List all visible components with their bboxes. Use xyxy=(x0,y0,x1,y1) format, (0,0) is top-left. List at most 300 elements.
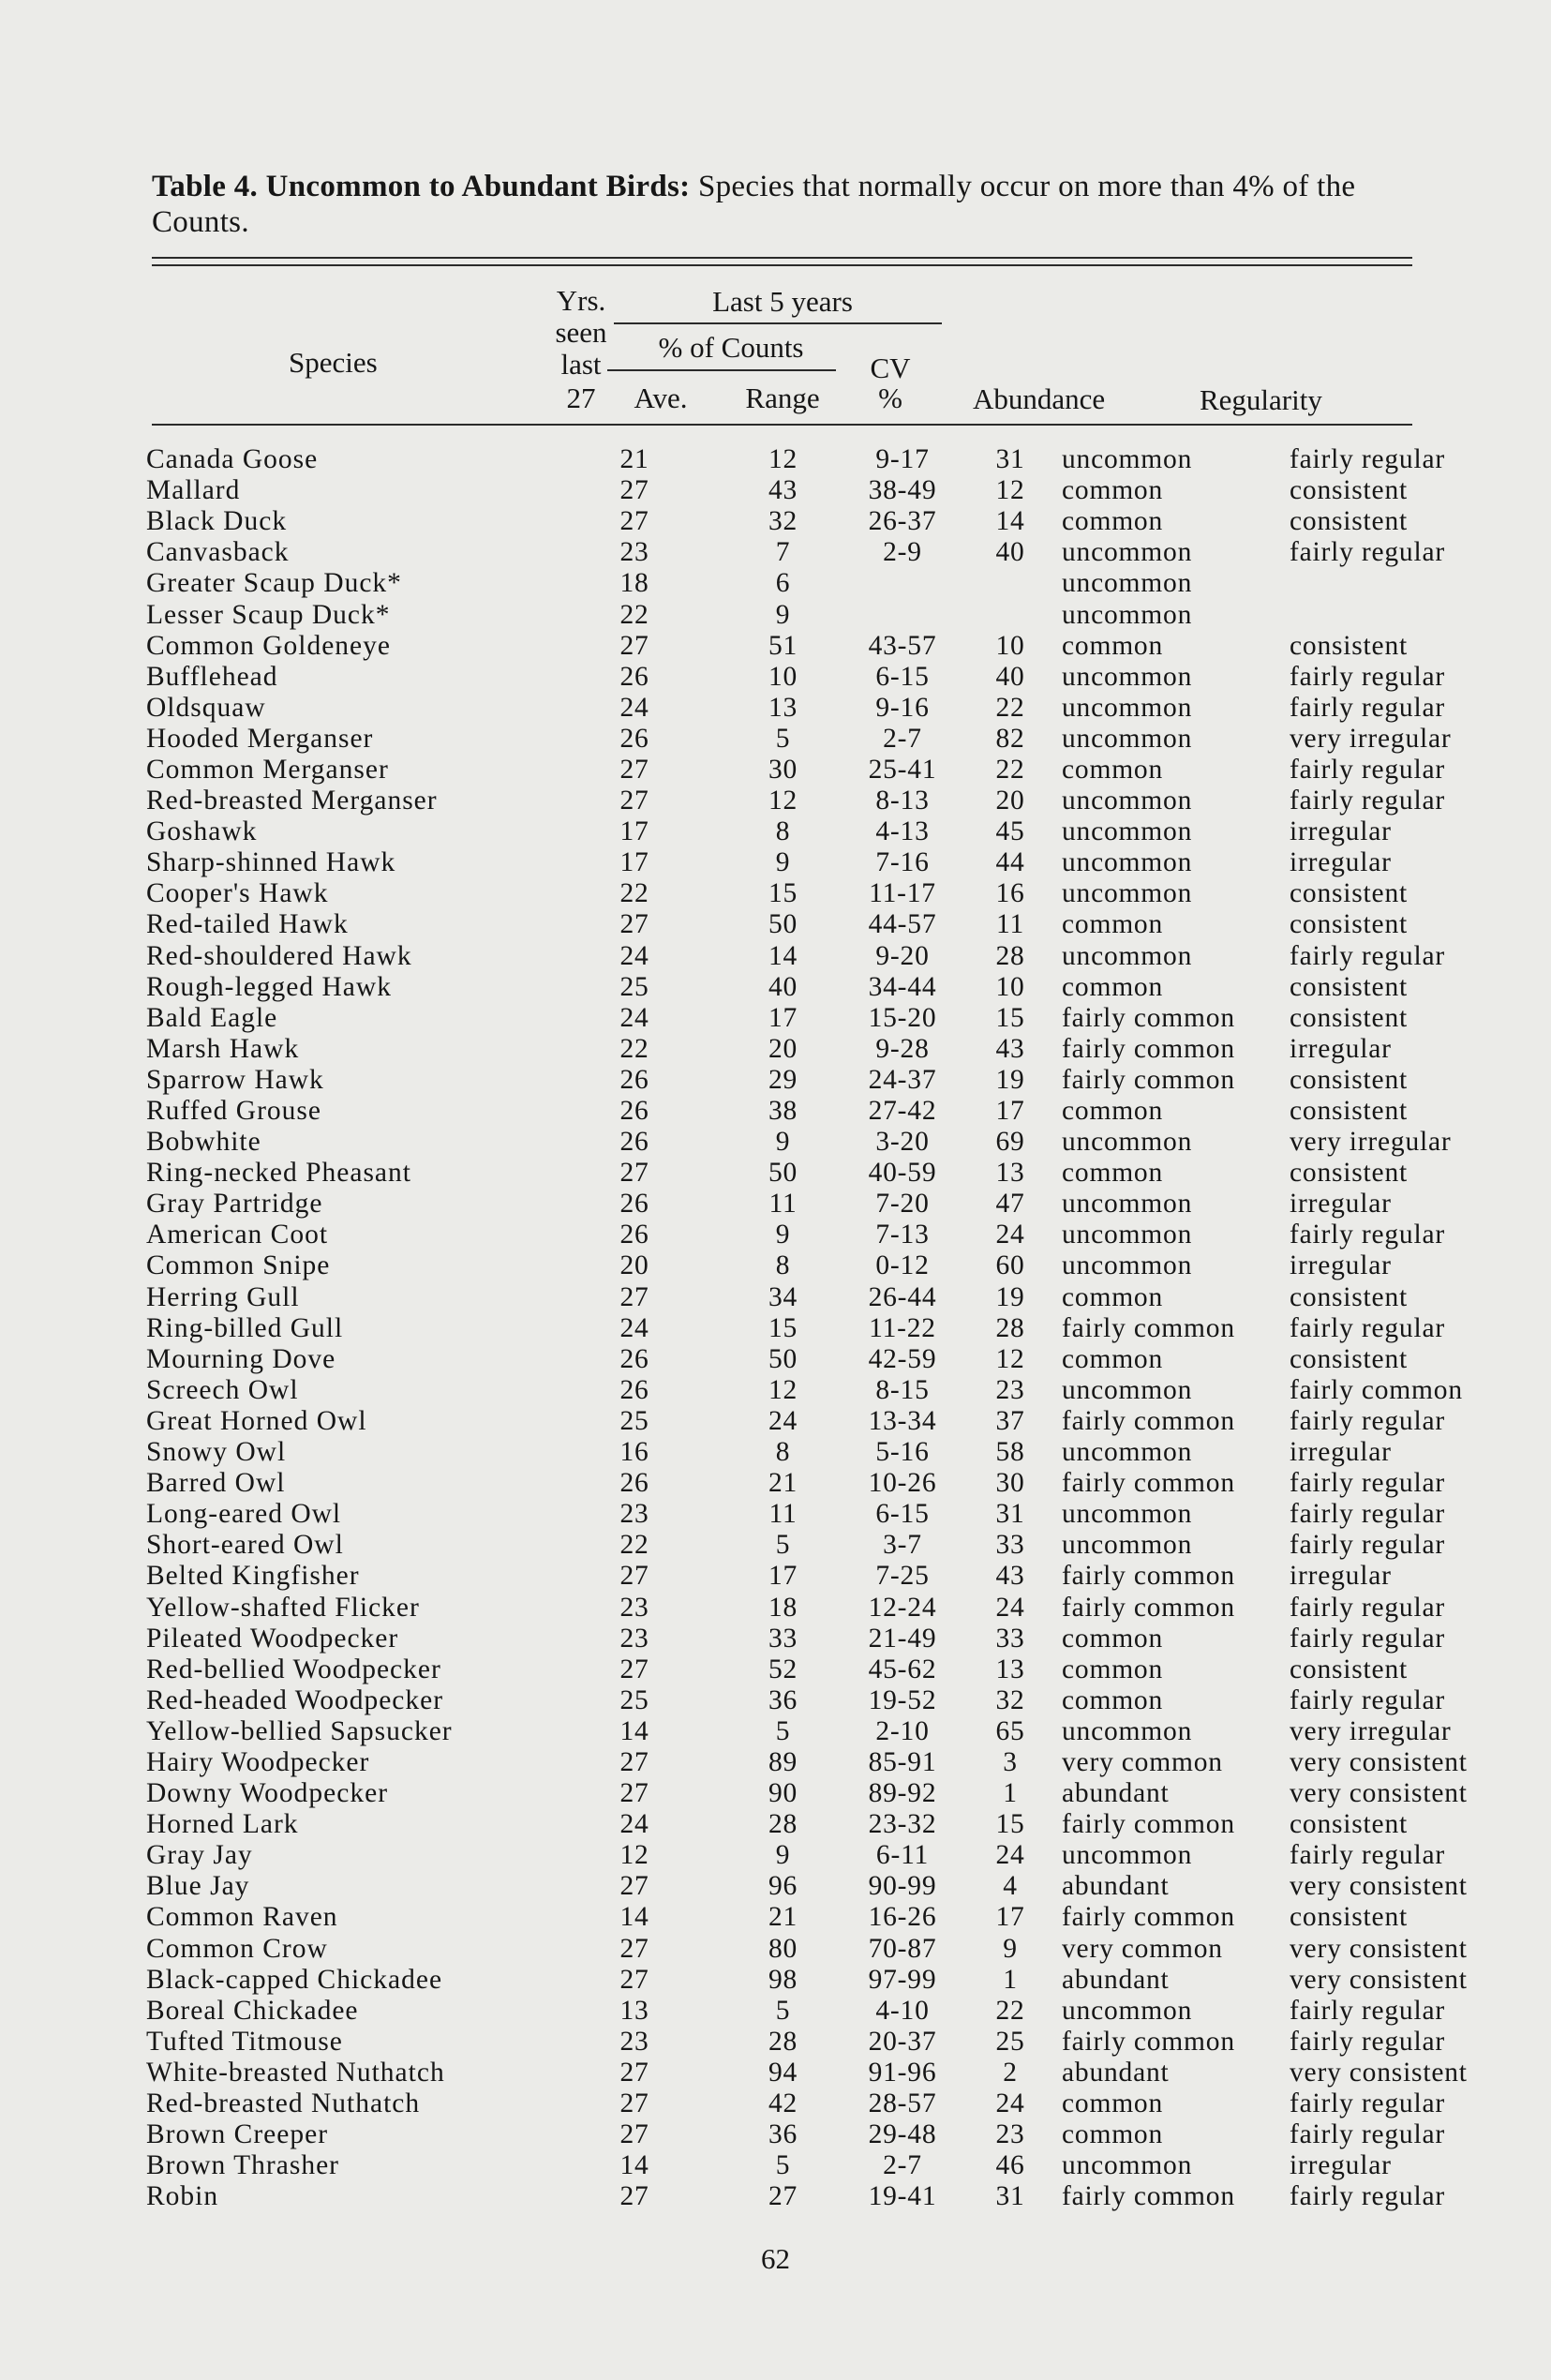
average-pct: 17 xyxy=(768,1002,798,1033)
range-pct: 43-57 xyxy=(868,630,937,661)
pct-counts-rule xyxy=(607,369,836,371)
species-name: Black-capped Chickadee xyxy=(146,1964,443,1995)
abundance: very common xyxy=(1062,1933,1223,1964)
table-row xyxy=(146,1406,1458,1437)
range-pct: 19-41 xyxy=(868,2181,937,2212)
abundance: common xyxy=(1062,1623,1164,1654)
abundance: abundant xyxy=(1062,1778,1170,1809)
species-name: Long-eared Owl xyxy=(146,1499,342,1530)
years-seen: 26 xyxy=(619,1096,649,1127)
table-row xyxy=(146,816,1458,847)
average-pct: 13 xyxy=(768,692,798,723)
average-pct: 50 xyxy=(768,1158,798,1189)
species-name: Goshawk xyxy=(146,816,258,847)
years-seen: 26 xyxy=(619,1220,649,1250)
species-name: Gray Jay xyxy=(146,1840,253,1871)
species-name: Black Duck xyxy=(146,506,288,537)
range-pct: 9-28 xyxy=(875,1033,930,1064)
abundance: uncommon xyxy=(1062,878,1193,909)
regularity xyxy=(1290,599,1458,630)
abundance: uncommon xyxy=(1062,1374,1193,1405)
table-label: Table 4. xyxy=(152,170,259,203)
table-row xyxy=(146,755,1458,786)
cv-pct: 20 xyxy=(995,786,1025,816)
regularity: irregular xyxy=(1290,2150,1392,2181)
regularity: fairly regular xyxy=(1290,2026,1445,2057)
regularity: fairly regular xyxy=(1290,1499,1445,1530)
regularity: irregular xyxy=(1290,1561,1392,1592)
abundance: abundant xyxy=(1062,2057,1170,2088)
species-name: Hooded Merganser xyxy=(146,723,374,754)
abundance: common xyxy=(1062,2088,1164,2119)
species-name: Red-shouldered Hawk xyxy=(146,940,412,971)
years-seen: 22 xyxy=(619,878,649,909)
cv-pct: 9 xyxy=(1003,1933,1018,1964)
abundance: uncommon xyxy=(1062,1840,1193,1871)
regularity: very consistent xyxy=(1290,1964,1468,1995)
species-name: Herring Gull xyxy=(146,1281,300,1312)
average-pct: 8 xyxy=(775,1437,791,1468)
regularity: fairly regular xyxy=(1290,940,1445,971)
cv-pct: 12 xyxy=(995,475,1025,506)
regularity: fairly regular xyxy=(1290,692,1445,723)
range-pct: 70-87 xyxy=(868,1933,937,1964)
years-seen: 17 xyxy=(619,816,649,847)
species-name: Cooper's Hawk xyxy=(146,878,329,909)
abundance: common xyxy=(1062,754,1164,785)
regularity: irregular xyxy=(1290,816,1392,847)
species-name: Yellow-shafted Flicker xyxy=(146,1592,420,1623)
header-yrs-line1: Yrs. xyxy=(556,284,606,317)
cv-pct: 4 xyxy=(1003,1871,1018,1902)
abundance: uncommon xyxy=(1062,1127,1193,1158)
cv-pct: 22 xyxy=(995,692,1025,723)
abundance: common xyxy=(1062,909,1164,940)
header-cv: CV xyxy=(870,352,911,384)
species-name: Red-headed Woodpecker xyxy=(146,1684,444,1715)
years-seen: 14 xyxy=(619,1715,649,1746)
species-name: Brown Thrasher xyxy=(146,2150,339,2181)
range-pct: 8-15 xyxy=(875,1374,930,1405)
average-pct: 33 xyxy=(768,1623,798,1654)
abundance: uncommon xyxy=(1062,1437,1193,1468)
years-seen: 23 xyxy=(619,1623,649,1654)
abundance: common xyxy=(1062,506,1164,537)
years-seen: 25 xyxy=(619,1405,649,1436)
table-row xyxy=(146,1220,1458,1250)
table-row xyxy=(146,599,1458,630)
top-rule xyxy=(152,257,1412,259)
table-row xyxy=(146,1282,1458,1313)
abundance: fairly common xyxy=(1062,1405,1235,1436)
range-pct: 23-32 xyxy=(868,1809,937,1840)
abundance: uncommon xyxy=(1062,1530,1193,1561)
table-row xyxy=(146,1654,1458,1685)
species-name: Yellow-bellied Sapsucker xyxy=(146,1715,453,1746)
cv-pct: 19 xyxy=(995,1281,1025,1312)
years-seen: 23 xyxy=(619,1592,649,1623)
table-row xyxy=(146,506,1458,537)
table-row xyxy=(146,2058,1458,2088)
table-row xyxy=(146,1809,1458,1840)
abundance: uncommon xyxy=(1062,1250,1193,1281)
cv-pct: 12 xyxy=(995,1343,1025,1374)
range-pct: 85-91 xyxy=(868,1746,937,1777)
average-pct: 8 xyxy=(775,1250,791,1281)
regularity: very consistent xyxy=(1290,1933,1468,1964)
table-row xyxy=(146,2027,1458,2058)
range-pct: 34-44 xyxy=(868,971,937,1002)
years-seen: 27 xyxy=(619,630,649,661)
years-seen: 27 xyxy=(619,1933,649,1964)
table-row xyxy=(146,847,1458,878)
average-pct: 40 xyxy=(768,971,798,1002)
regularity: consistent xyxy=(1290,1281,1408,1312)
regularity: irregular xyxy=(1290,1437,1392,1468)
cv-pct: 23 xyxy=(995,1374,1025,1405)
table-row xyxy=(146,1840,1458,1871)
table-title: Uncommon to Abundant Birds: xyxy=(265,170,691,203)
regularity: consistent xyxy=(1290,475,1408,506)
species-name: Belted Kingfisher xyxy=(146,1561,360,1592)
species-name: Snowy Owl xyxy=(146,1437,287,1468)
years-seen: 26 xyxy=(619,1374,649,1405)
years-seen: 27 xyxy=(619,2119,649,2150)
abundance: common xyxy=(1062,1158,1164,1189)
cv-pct: 3 xyxy=(1003,1746,1018,1777)
cv-pct: 19 xyxy=(995,1064,1025,1095)
abundance: common xyxy=(1062,2119,1164,2150)
regularity: fairly regular xyxy=(1290,1623,1445,1654)
species-name: Greater Scaup Duck* xyxy=(146,568,402,599)
range-pct: 2-9 xyxy=(883,537,922,568)
range-pct: 12-24 xyxy=(868,1592,937,1623)
species-name: Ring-necked Pheasant xyxy=(146,1158,411,1189)
abundance: fairly common xyxy=(1062,2026,1235,2057)
years-seen: 26 xyxy=(619,1189,649,1220)
cv-pct: 13 xyxy=(995,1158,1025,1189)
abundance: uncommon xyxy=(1062,940,1193,971)
average-pct: 5 xyxy=(775,1995,791,2026)
range-pct: 3-20 xyxy=(875,1127,930,1158)
header-cv-pct: % xyxy=(878,382,902,414)
table-row xyxy=(146,2088,1458,2119)
years-seen: 27 xyxy=(619,1158,649,1189)
cv-pct xyxy=(977,599,1043,630)
range-pct: 6-15 xyxy=(875,1499,930,1530)
table-row xyxy=(146,1499,1458,1530)
table-row xyxy=(146,1158,1458,1189)
range-pct: 10-26 xyxy=(868,1468,937,1499)
range-pct: 11-22 xyxy=(869,1312,936,1343)
abundance: uncommon xyxy=(1062,786,1193,816)
table-row xyxy=(146,2150,1458,2181)
regularity: fairly regular xyxy=(1290,1995,1445,2026)
abundance: common xyxy=(1062,1684,1164,1715)
range-pct: 44-57 xyxy=(868,909,937,940)
years-seen: 27 xyxy=(619,2088,649,2119)
regularity: consistent xyxy=(1290,1809,1408,1840)
average-pct: 52 xyxy=(768,1654,798,1684)
years-seen: 21 xyxy=(619,444,649,475)
regularity: very irregular xyxy=(1290,723,1452,754)
years-seen: 23 xyxy=(619,537,649,568)
header-range: Range xyxy=(745,382,820,414)
abundance: common xyxy=(1062,475,1164,506)
table-row xyxy=(146,568,1458,599)
average-pct: 89 xyxy=(768,1746,798,1777)
species-name: Canada Goose xyxy=(146,444,319,475)
range-pct: 24-37 xyxy=(868,1064,937,1095)
cv-pct: 10 xyxy=(995,971,1025,1002)
regularity: irregular xyxy=(1290,1189,1392,1220)
table-row xyxy=(146,724,1458,755)
years-seen: 20 xyxy=(619,1250,649,1281)
range-pct: 97-99 xyxy=(868,1964,937,1995)
cv-pct: 31 xyxy=(995,444,1025,475)
range-pct: 11-17 xyxy=(869,878,936,909)
species-name: Brown Creeper xyxy=(146,2119,329,2150)
average-pct: 96 xyxy=(768,1871,798,1902)
range-pct: 9-20 xyxy=(875,940,930,971)
abundance: common xyxy=(1062,971,1164,1002)
average-pct: 34 xyxy=(768,1281,798,1312)
years-seen: 25 xyxy=(619,1684,649,1715)
years-seen: 22 xyxy=(619,1033,649,1064)
range-pct: 16-26 xyxy=(868,1902,937,1933)
cv-pct: 43 xyxy=(995,1033,1025,1064)
species-name: Red-breasted Merganser xyxy=(146,786,438,816)
regularity: fairly regular xyxy=(1290,1684,1445,1715)
abundance: uncommon xyxy=(1062,661,1193,692)
species-name: Bald Eagle xyxy=(146,1002,278,1033)
range-pct: 6-15 xyxy=(875,661,930,692)
average-pct: 51 xyxy=(768,630,798,661)
abundance: uncommon xyxy=(1062,2150,1193,2181)
range-pct: 13-34 xyxy=(868,1405,937,1436)
abundance: uncommon xyxy=(1062,568,1193,599)
average-pct: 5 xyxy=(775,2150,791,2181)
years-seen: 27 xyxy=(619,909,649,940)
range-pct: 8-13 xyxy=(875,786,930,816)
header-last5: Last 5 years xyxy=(712,285,853,318)
abundance: uncommon xyxy=(1062,1220,1193,1250)
table-row xyxy=(146,1313,1458,1344)
range-pct: 7-25 xyxy=(875,1561,930,1592)
abundance: uncommon xyxy=(1062,723,1193,754)
species-name: Red-bellied Woodpecker xyxy=(146,1654,441,1684)
regularity: fairly regular xyxy=(1290,537,1445,568)
regularity: consistent xyxy=(1290,878,1408,909)
cv-pct: 44 xyxy=(995,847,1025,878)
abundance: uncommon xyxy=(1062,444,1193,475)
cv-pct: 33 xyxy=(995,1530,1025,1561)
abundance: uncommon xyxy=(1062,537,1193,568)
regularity: consistent xyxy=(1290,506,1408,537)
species-name: Sparrow Hawk xyxy=(146,1064,324,1095)
regularity xyxy=(1290,568,1458,599)
years-seen: 27 xyxy=(619,754,649,785)
average-pct: 94 xyxy=(768,2057,798,2088)
cv-pct: 17 xyxy=(995,1902,1025,1933)
range-pct: 7-13 xyxy=(875,1220,930,1250)
abundance: fairly common xyxy=(1062,1592,1235,1623)
species-name: Marsh Hawk xyxy=(146,1033,300,1064)
abundance: uncommon xyxy=(1062,847,1193,878)
cv-pct: 24 xyxy=(995,1840,1025,1871)
species-name: Ruffed Grouse xyxy=(146,1096,321,1127)
range-pct: 89-92 xyxy=(868,1778,937,1809)
cv-pct: 40 xyxy=(995,661,1025,692)
years-seen: 17 xyxy=(619,847,649,878)
cv-pct: 23 xyxy=(995,2119,1025,2150)
table-row xyxy=(146,1250,1458,1281)
species-name: Ring-billed Gull xyxy=(146,1312,344,1343)
table-row xyxy=(146,537,1458,568)
species-name: Oldsquaw xyxy=(146,692,266,723)
range-pct: 20-37 xyxy=(868,2026,937,2057)
range-pct: 29-48 xyxy=(868,2119,937,2150)
range-pct: 2-10 xyxy=(875,1715,930,1746)
table-description: Species that normally occur on more than 4% of the Counts. xyxy=(152,170,1356,239)
regularity: fairly regular xyxy=(1290,2181,1445,2212)
cv-pct: 45 xyxy=(995,816,1025,847)
cv-pct: 82 xyxy=(995,723,1025,754)
years-seen: 24 xyxy=(619,692,649,723)
range-pct: 15-20 xyxy=(868,1002,937,1033)
average-pct: 20 xyxy=(768,1033,798,1064)
range-pct: 4-10 xyxy=(875,1995,930,2026)
years-seen: 22 xyxy=(619,1530,649,1561)
top-rule-2 xyxy=(152,264,1412,266)
abundance: uncommon xyxy=(1062,816,1193,847)
years-seen: 27 xyxy=(619,1964,649,1995)
years-seen: 27 xyxy=(619,1281,649,1312)
average-pct: 32 xyxy=(768,506,798,537)
years-seen: 24 xyxy=(619,1809,649,1840)
species-name: Bobwhite xyxy=(146,1127,261,1158)
average-pct: 12 xyxy=(768,444,798,475)
regularity: irregular xyxy=(1290,1033,1392,1064)
cv-pct: 47 xyxy=(995,1189,1025,1220)
average-pct: 12 xyxy=(768,786,798,816)
species-name: Boreal Chickadee xyxy=(146,1995,359,2026)
abundance: common xyxy=(1062,1343,1164,1374)
average-pct: 9 xyxy=(775,847,791,878)
table-row xyxy=(146,1189,1458,1220)
regularity: consistent xyxy=(1290,1158,1408,1189)
years-seen: 13 xyxy=(619,1995,649,2026)
average-pct: 24 xyxy=(768,1405,798,1436)
cv-pct xyxy=(977,568,1043,599)
cv-pct: 31 xyxy=(995,1499,1025,1530)
cv-pct: 15 xyxy=(995,1002,1025,1033)
species-name: Canvasback xyxy=(146,537,290,568)
cv-pct: 30 xyxy=(995,1468,1025,1499)
average-pct: 11 xyxy=(768,1189,798,1220)
cv-pct: 24 xyxy=(995,2088,1025,2119)
years-seen: 12 xyxy=(619,1840,649,1871)
years-seen: 24 xyxy=(619,1002,649,1033)
average-pct: 98 xyxy=(768,1964,798,1995)
range-pct xyxy=(828,568,977,599)
cv-pct: 65 xyxy=(995,1715,1025,1746)
regularity: consistent xyxy=(1290,971,1408,1002)
header-species: Species xyxy=(289,346,378,379)
cv-pct: 28 xyxy=(995,1312,1025,1343)
table-row xyxy=(146,662,1458,693)
average-pct: 50 xyxy=(768,909,798,940)
years-seen: 27 xyxy=(619,1746,649,1777)
average-pct: 80 xyxy=(768,1933,798,1964)
species-name: Blue Jay xyxy=(146,1871,250,1902)
header-bottom-rule xyxy=(152,424,1412,426)
species-name: Robin xyxy=(146,2181,219,2212)
table-row xyxy=(146,1344,1458,1375)
table-row xyxy=(146,786,1458,816)
abundance: common xyxy=(1062,1654,1164,1684)
regularity: consistent xyxy=(1290,1902,1408,1933)
cv-pct: 33 xyxy=(995,1623,1025,1654)
table-row xyxy=(146,1871,1458,1902)
average-pct: 5 xyxy=(775,1715,791,1746)
regularity: very consistent xyxy=(1290,1746,1468,1777)
abundance: uncommon xyxy=(1062,1715,1193,1746)
header-ave: Ave. xyxy=(634,382,688,414)
table-row xyxy=(146,1530,1458,1561)
range-pct: 42-59 xyxy=(868,1343,937,1374)
average-pct: 42 xyxy=(768,2088,798,2119)
regularity: irregular xyxy=(1290,847,1392,878)
abundance: fairly common xyxy=(1062,1809,1235,1840)
table-row xyxy=(146,1127,1458,1158)
average-pct: 7 xyxy=(775,537,791,568)
species-name: Red-breasted Nuthatch xyxy=(146,2088,421,2119)
abundance: abundant xyxy=(1062,1964,1170,1995)
regularity: fairly regular xyxy=(1290,1405,1445,1436)
cv-pct: 31 xyxy=(995,2181,1025,2212)
years-seen: 24 xyxy=(619,940,649,971)
header-yrs-line2: seen xyxy=(555,316,607,349)
average-pct: 9 xyxy=(775,1220,791,1250)
cv-pct: 25 xyxy=(995,2026,1025,2057)
cv-pct: 69 xyxy=(995,1127,1025,1158)
average-pct: 5 xyxy=(775,1530,791,1561)
species-name: American Coot xyxy=(146,1220,329,1250)
years-seen: 14 xyxy=(619,1902,649,1933)
average-pct: 43 xyxy=(768,475,798,506)
cv-pct: 58 xyxy=(995,1437,1025,1468)
average-pct: 29 xyxy=(768,1064,798,1095)
regularity: very irregular xyxy=(1290,1127,1452,1158)
species-name: Sharp-shinned Hawk xyxy=(146,847,396,878)
years-seen: 27 xyxy=(619,786,649,816)
cv-pct: 40 xyxy=(995,537,1025,568)
average-pct: 28 xyxy=(768,1809,798,1840)
average-pct: 11 xyxy=(768,1499,798,1530)
range-pct: 26-37 xyxy=(868,506,937,537)
species-name: Common Goldeneye xyxy=(146,630,391,661)
table-caption xyxy=(152,169,1412,240)
regularity: fairly regular xyxy=(1290,2088,1445,2119)
range-pct xyxy=(828,599,977,630)
table-row xyxy=(146,1468,1458,1499)
range-pct: 0-12 xyxy=(875,1250,930,1281)
species-name: Tufted Titmouse xyxy=(146,2026,343,2057)
table-row xyxy=(146,1437,1458,1468)
species-name: Great Horned Owl xyxy=(146,1405,367,1436)
abundance: fairly common xyxy=(1062,1002,1235,1033)
